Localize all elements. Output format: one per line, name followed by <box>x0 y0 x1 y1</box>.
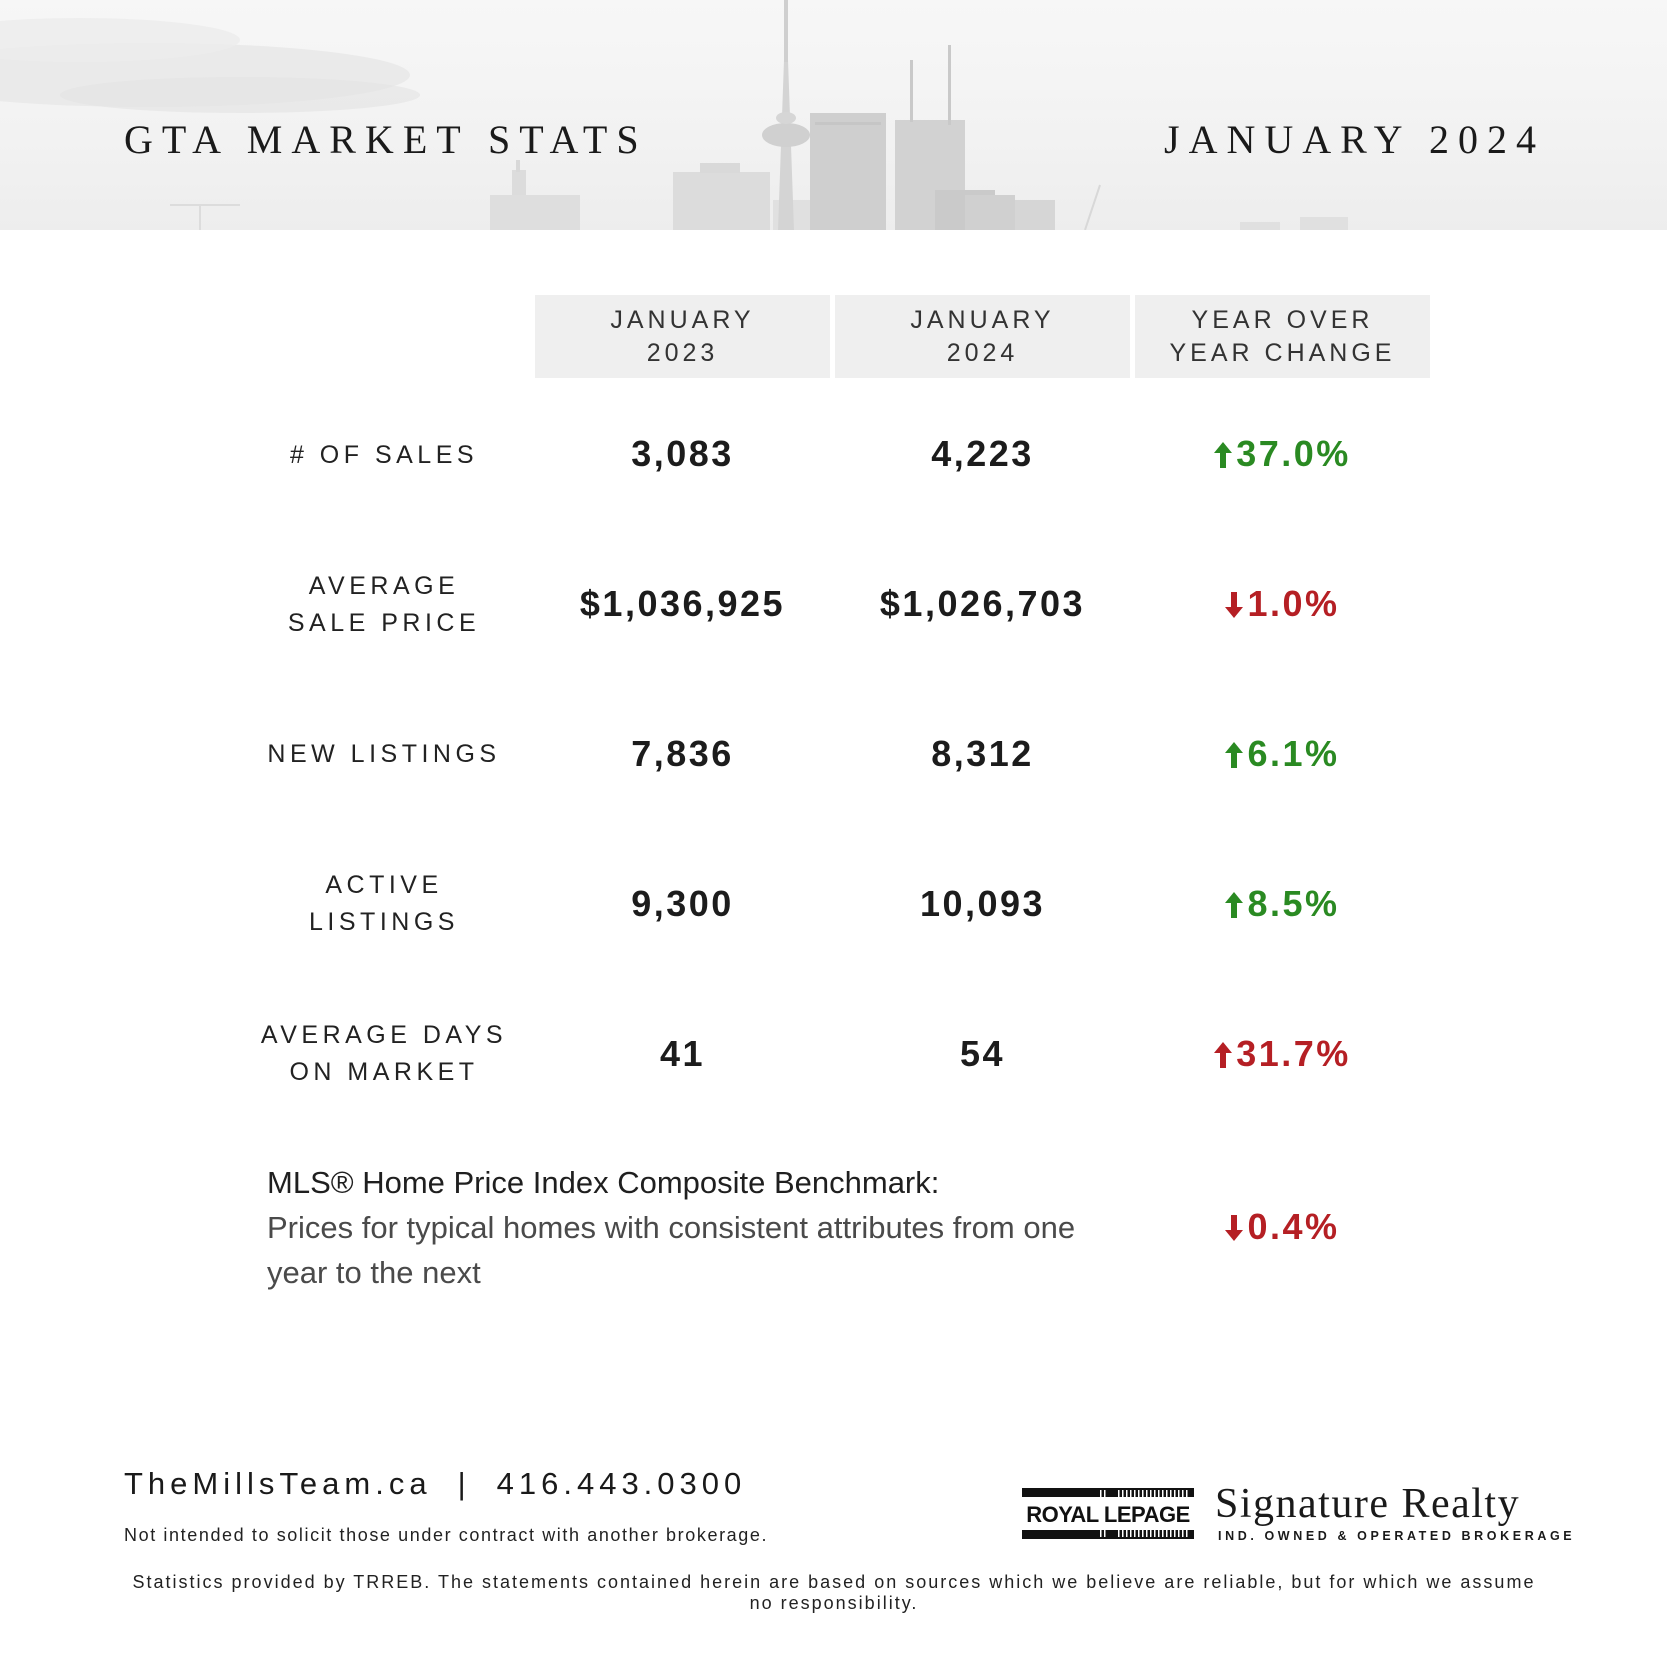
row-label-new-listings: NEW LISTINGS <box>267 740 501 768</box>
arrow-down-icon <box>1225 1215 1243 1241</box>
row-label-average-days-on-market: AVERAGE DAYS ON MARKET <box>260 1021 508 1086</box>
arrow-up-icon <box>1214 1042 1232 1068</box>
page-title: GTA MARKET STATS <box>124 117 648 162</box>
column-header-yoy-change <box>1135 295 1430 378</box>
arrow-down-icon <box>1225 592 1243 618</box>
royal-lepage-logo-text: ROYAL LEPAGE <box>1026 1502 1190 1527</box>
row-label-sales: # OF SALES <box>289 441 479 469</box>
change-new-listings <box>1135 733 1430 775</box>
change-sales <box>1135 433 1430 475</box>
value-avg-price-2023: $1,036,925 <box>579 583 786 624</box>
column-header-label: YEAR OVER YEAR CHANGE <box>1169 305 1396 367</box>
solicitation-disclaimer: Not intended to solicit those under contract with another brokerage. <box>124 1525 769 1545</box>
brokerage-subtitle: IND. OWNED & OPERATED BROKERAGE <box>1218 1529 1576 1543</box>
change-value: 8.5% <box>1247 883 1340 924</box>
statistics-disclaimer: Statistics provided by TRREB. The statements contained herein are based on sources which we believe are reliable, but for which we assume no responsibility. <box>132 1572 1536 1613</box>
value-dom-2023: 41 <box>659 1033 706 1074</box>
row-label-average-sale-price: AVERAGE SALE PRICE <box>287 572 481 637</box>
column-header-jan-2023 <box>535 295 830 378</box>
change-hpi <box>1135 1206 1430 1248</box>
arrow-up-icon <box>1225 892 1243 918</box>
change-value: 31.7% <box>1236 1033 1351 1074</box>
value-active-listings-2023: 9,300 <box>631 883 734 924</box>
contact-line <box>124 1466 746 1502</box>
change-active-listings <box>1135 883 1430 925</box>
change-dom <box>1135 1033 1430 1075</box>
change-avg-price <box>1135 583 1430 625</box>
skyline-image <box>0 0 1667 230</box>
column-header-jan-2024 <box>835 295 1130 378</box>
change-value: 1.0% <box>1247 583 1340 624</box>
value-avg-price-2024: $1,026,703 <box>879 583 1086 624</box>
brokerage-name: Signature Realty <box>1215 1481 1521 1527</box>
value-dom-2024: 54 <box>959 1033 1006 1074</box>
contact-separator: | <box>457 1466 471 1501</box>
hpi-description-block <box>267 1160 1117 1295</box>
value-new-listings-2023: 7,836 <box>631 733 734 774</box>
column-header-label: JANUARY 2023 <box>610 305 755 367</box>
arrow-up-icon <box>1214 442 1232 468</box>
value-sales-2024: 4,223 <box>931 433 1034 474</box>
report-date: JANUARY 2024 <box>1164 117 1545 162</box>
value-sales-2023: 3,083 <box>631 433 734 474</box>
arrow-up-icon <box>1225 742 1243 768</box>
row-label-active-listings: ACTIVE LISTINGS <box>309 871 459 936</box>
value-new-listings-2024: 8,312 <box>931 733 1034 774</box>
website-link[interactable]: TheMillsTeam.ca <box>124 1466 432 1501</box>
change-value: 0.4% <box>1247 1206 1340 1247</box>
hpi-description: Prices for typical homes with consistent attributes from one year to the next <box>267 1210 1076 1290</box>
change-value: 37.0% <box>1236 433 1351 474</box>
royal-lepage-logo <box>1022 1488 1194 1542</box>
header-banner <box>0 0 1667 230</box>
phone-number[interactable]: 416.443.0300 <box>496 1466 747 1501</box>
hpi-title: MLS® Home Price Index Composite Benchmark: <box>267 1165 940 1200</box>
value-active-listings-2024: 10,093 <box>919 883 1046 924</box>
column-header-label: JANUARY 2024 <box>910 305 1055 367</box>
change-value: 6.1% <box>1247 733 1340 774</box>
